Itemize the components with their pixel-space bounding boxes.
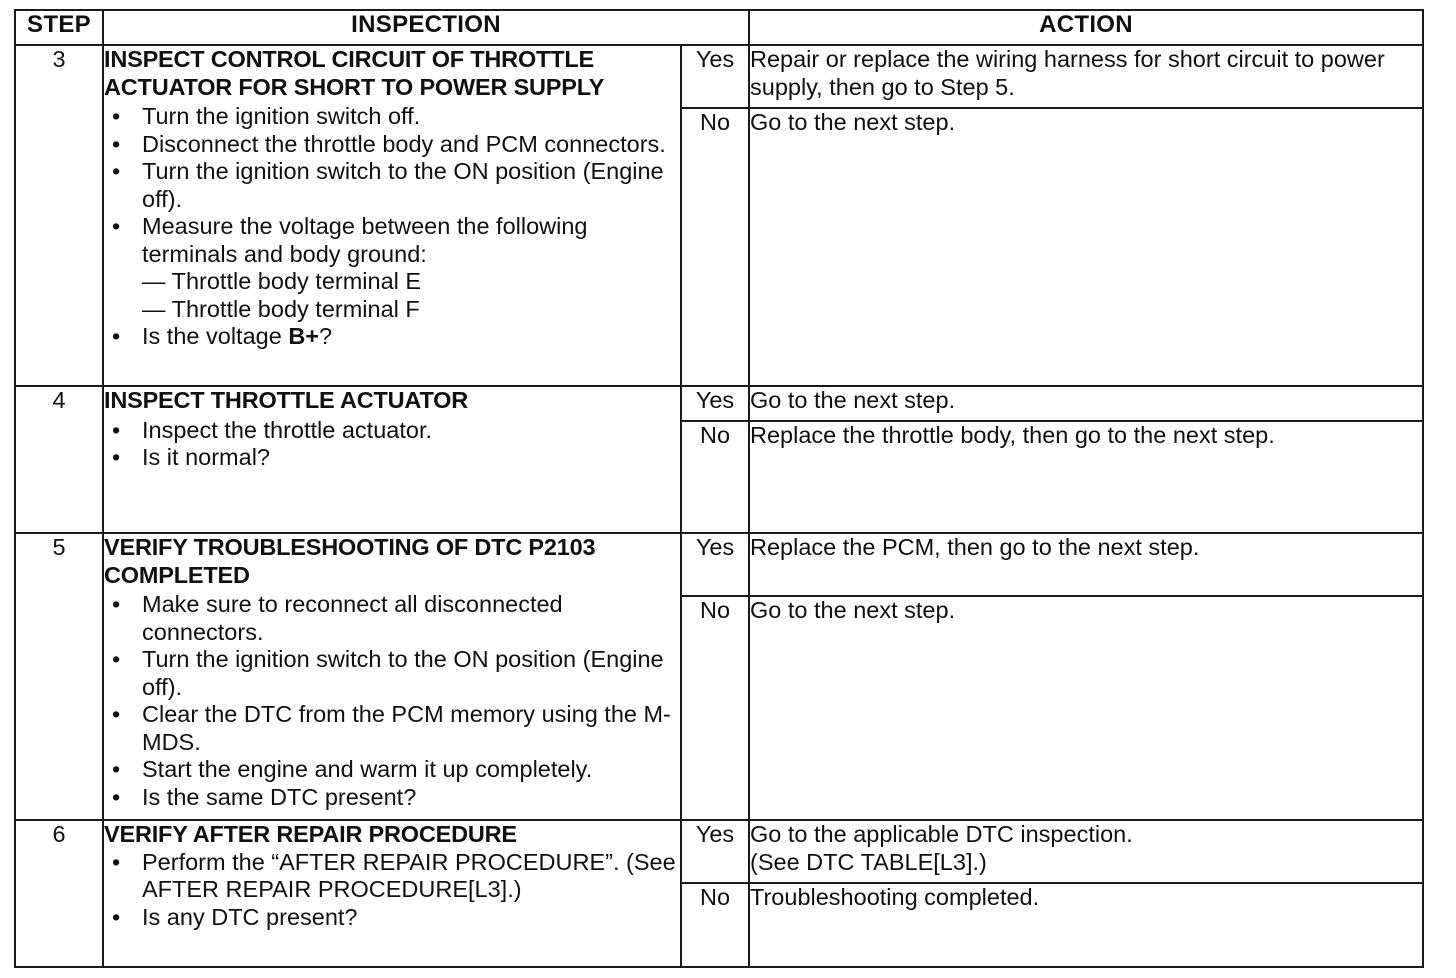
inspection-cell <box>103 45 681 386</box>
list-item: • Perform the “AFTER REPAIR PROCEDURE”. (See AFTER REPAIR PROCEDURE[L3].) <box>142 849 680 904</box>
inspection-bullets <box>104 591 680 811</box>
yes-label: Yes <box>681 533 749 596</box>
list-item: • Clear the DTC from the PCM memory using the M-MDS. <box>142 701 680 756</box>
no-label: No <box>681 108 749 386</box>
step-number: 5 <box>15 533 103 820</box>
list-item <box>142 323 680 351</box>
table-row <box>15 820 1423 883</box>
list-item: • Turn the ignition switch to the ON position (Engine off). <box>142 646 680 701</box>
list-item: • Turn the ignition switch to the ON position (Engine off). <box>142 158 680 213</box>
list-item: • Turn the ignition switch off. <box>142 103 680 131</box>
inspection-cell <box>103 533 681 820</box>
sub-item: — Throttle body terminal F <box>142 295 420 322</box>
inspection-header: INSPECTION <box>103 10 749 45</box>
yes-label: Yes <box>681 45 749 108</box>
no-action: Go to the next step. <box>749 108 1423 386</box>
no-label: No <box>681 421 749 533</box>
yes-action <box>749 820 1423 883</box>
table-row <box>15 45 1423 108</box>
yes-action: Replace the PCM, then go to the next step. <box>749 533 1423 596</box>
yes-action: Repair or replace the wiring harness for short circuit to power supply, then go to Step 5. <box>749 45 1423 108</box>
inspection-bullets <box>104 849 680 932</box>
action-header: ACTION <box>749 10 1423 45</box>
no-label: No <box>681 883 749 967</box>
no-action: Replace the throttle body, then go to the next step. <box>749 421 1423 533</box>
sub-item: — Throttle body terminal E <box>142 268 422 294</box>
inspection-cell <box>103 386 681 533</box>
list-item: • Inspect the throttle actuator. <box>142 417 680 445</box>
inspection-title: INSPECT CONTROL CIRCUIT OF THROTTLE ACTUATOR FOR SHORT TO POWER SUPPLY <box>104 46 605 100</box>
table-row <box>15 386 1423 421</box>
troubleshooting-table <box>14 9 1424 968</box>
yes-label: Yes <box>681 820 749 883</box>
step-header: STEP <box>15 10 103 45</box>
inspection-title: INSPECT THROTTLE ACTUATOR <box>104 387 469 413</box>
yes-action-line: (See DTC TABLE[L3].) <box>750 848 987 875</box>
inspection-cell <box>103 820 681 967</box>
yes-action-line: Go to the applicable DTC inspection. <box>750 821 1133 847</box>
step-number: 4 <box>15 386 103 533</box>
list-item: • Is any DTC present? <box>142 904 680 932</box>
inspection-bullets <box>104 103 680 351</box>
step-number: 6 <box>15 820 103 967</box>
no-action: Go to the next step. <box>749 596 1423 820</box>
question-suffix: ? <box>319 323 333 349</box>
question-emphasis: B+ <box>288 323 320 349</box>
troubleshooting-sheet <box>14 9 1422 971</box>
inspection-title: VERIFY TROUBLESHOOTING OF DTC P2103 COMPLETED <box>104 534 596 588</box>
bullet-text: Measure the voltage between the following terminals and body ground: <box>142 213 588 267</box>
list-item: • Disconnect the throttle body and PCM connectors. <box>142 131 680 159</box>
header-row <box>15 10 1423 45</box>
list-item: • Make sure to reconnect all disconnected connectors. <box>142 591 680 646</box>
list-item <box>142 213 680 323</box>
table-row <box>15 533 1423 596</box>
yes-label: Yes <box>681 386 749 421</box>
question-prefix: Is the voltage <box>142 323 289 349</box>
no-label: No <box>681 596 749 820</box>
list-item: • Start the engine and warm it up completely. <box>142 756 680 784</box>
list-item: • Is it normal? <box>142 444 680 472</box>
inspection-title: VERIFY AFTER REPAIR PROCEDURE <box>104 821 517 847</box>
step-number: 3 <box>15 45 103 386</box>
no-action: Troubleshooting completed. <box>749 883 1423 967</box>
list-item: • Is the same DTC present? <box>142 784 680 812</box>
inspection-bullets <box>104 417 680 472</box>
yes-action: Go to the next step. <box>749 386 1423 421</box>
